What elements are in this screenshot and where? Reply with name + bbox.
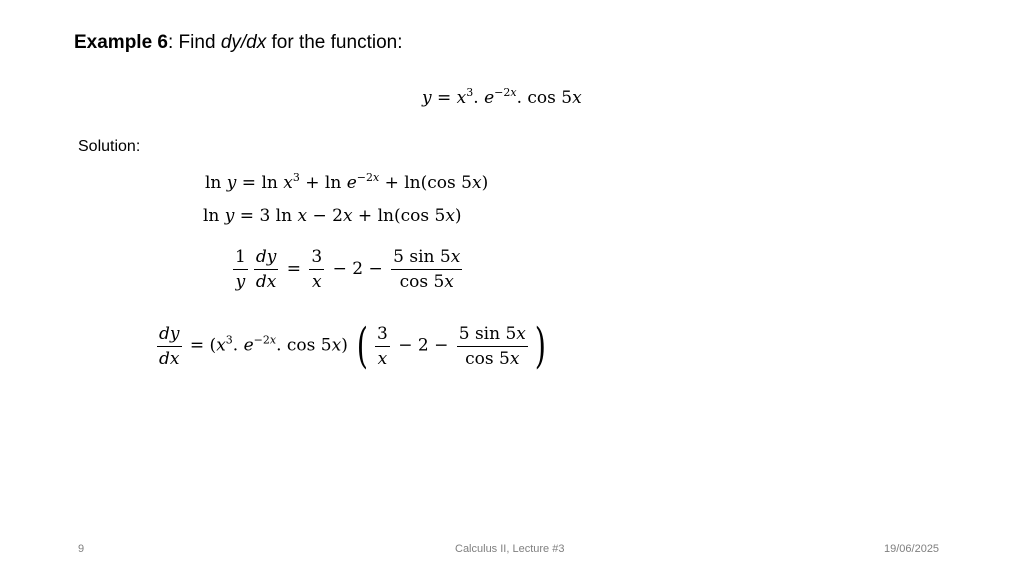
title-rest: for the function:	[266, 32, 403, 53]
solution-label: Solution:	[78, 138, 141, 155]
final-answer-equation: $\frac{dy}{dx}$ = ($x^3$. $e^{-2x}$. cos 5x) ( $\frac{3}{x}$ − 2 − $\frac{5 \sin 5x}{\cos 5x}$ )	[159, 318, 546, 374]
slide-title	[74, 32, 402, 54]
footer-lecture: Calculus II, Lecture #3	[455, 543, 565, 555]
footer-date: 19/06/2025	[884, 543, 940, 555]
step-2-equation: ln y = 3 ln x − 2x + ln(cos 5x)	[203, 206, 462, 226]
function-equation: $y = x^3$. $e^{-2x}$. cos 5x	[422, 86, 582, 108]
title-dydx: dy/dx	[220, 32, 267, 53]
page-number: 9	[78, 543, 85, 555]
title-example-label: Example 6	[74, 32, 168, 53]
step-3-derivative: $\frac{1}{y}$ $\frac{dy}{dx}$ = $\frac{3}{x}$ − 2 − $\frac{5 \sin 5x}{\cos 5x}$	[235, 247, 461, 292]
step-1-equation: $\ln y = \ln x^3 + \ln e^{-2x} + \ln(\cos$ 5x)	[205, 171, 489, 193]
title-sep: : Find	[168, 32, 221, 53]
